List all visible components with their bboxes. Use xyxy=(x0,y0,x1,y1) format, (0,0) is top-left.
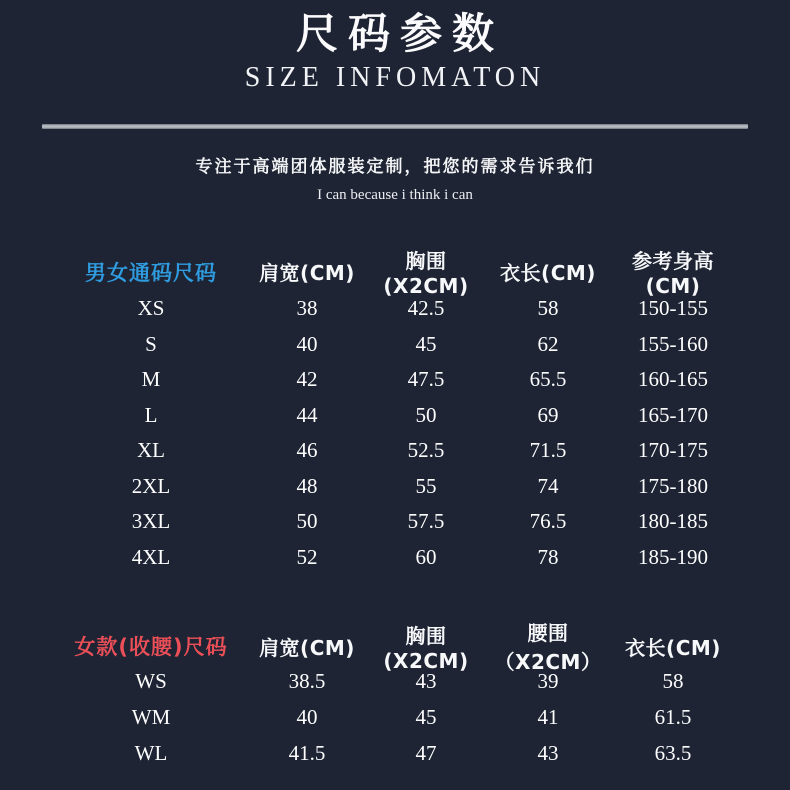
height-range-value: 165-170 xyxy=(638,402,708,427)
length-value: 61.5 xyxy=(654,704,692,729)
table-row xyxy=(53,327,737,363)
table-row xyxy=(53,540,737,576)
chest-value: 57.5 xyxy=(407,509,445,534)
col-header-shoulder: 肩宽(CM) xyxy=(259,635,355,660)
size-label: 2XL xyxy=(131,473,171,498)
chest-value: 55 xyxy=(415,473,437,498)
waist-value: 43 xyxy=(537,740,559,765)
length-value: 78 xyxy=(537,544,559,569)
size-label: WS xyxy=(135,668,167,693)
chest-value: 60 xyxy=(415,544,437,569)
height-range-value: 170-175 xyxy=(638,438,708,463)
height-range-value: 175-180 xyxy=(638,473,708,498)
unisex-size-table xyxy=(53,245,737,575)
divider-line xyxy=(42,124,748,129)
shoulder-value: 40 xyxy=(296,331,318,356)
chest-value: 52.5 xyxy=(407,438,445,463)
size-label: 3XL xyxy=(131,509,171,534)
shoulder-value: 50 xyxy=(296,509,318,534)
height-range-value: 180-185 xyxy=(638,509,708,534)
size-label: L xyxy=(144,402,158,427)
col-header-length: 衣长(CM) xyxy=(500,261,596,285)
shoulder-value: 38.5 xyxy=(288,668,326,693)
length-value: 65.5 xyxy=(529,367,567,392)
size-label: WL xyxy=(134,740,168,765)
table-row xyxy=(53,735,737,771)
size-label: M xyxy=(141,367,161,392)
chest-value: 45 xyxy=(415,331,437,356)
length-value: 74 xyxy=(537,473,559,498)
shoulder-value: 42 xyxy=(296,367,318,392)
shoulder-value: 38 xyxy=(296,296,318,321)
shoulder-value: 46 xyxy=(296,438,318,463)
waist-value: 39 xyxy=(537,668,559,693)
size-label: XS xyxy=(137,296,165,321)
slogan-text: I can because i think i can xyxy=(317,187,473,203)
table-row xyxy=(53,469,737,505)
col-header-length: 衣长(CM) xyxy=(625,635,721,660)
women-size-table xyxy=(53,617,737,771)
length-value: 63.5 xyxy=(654,740,692,765)
height-range-value: 155-160 xyxy=(638,331,708,356)
col-header-chest: 胸围(X2CM) xyxy=(383,623,469,673)
chest-value: 50 xyxy=(415,402,437,427)
col-header-waist: 腰围（X2CM） xyxy=(494,621,602,674)
table-row xyxy=(53,504,737,540)
waist-value: 41 xyxy=(537,704,559,729)
tagline-text: 专注于高端团体服装定制，把您的需求告诉我们 xyxy=(195,157,595,177)
table-row xyxy=(53,663,737,699)
length-value: 71.5 xyxy=(529,438,567,463)
table-row xyxy=(53,291,737,327)
chest-value: 43 xyxy=(415,668,437,693)
height-range-value: 160-165 xyxy=(638,367,708,392)
size-label: WM xyxy=(131,704,171,729)
col-header-shoulder: 肩宽(CM) xyxy=(259,261,355,285)
size-label: 4XL xyxy=(131,544,171,569)
length-value: 58 xyxy=(662,668,684,693)
height-range-value: 150-155 xyxy=(638,296,708,321)
shoulder-value: 41.5 xyxy=(288,740,326,765)
table-row xyxy=(53,398,737,434)
unisex-table-label: 男女通码尺码 xyxy=(85,260,217,285)
table-row xyxy=(53,362,737,398)
table-row xyxy=(53,433,737,469)
height-range-value: 185-190 xyxy=(638,544,708,569)
shoulder-value: 44 xyxy=(296,402,318,427)
table-row xyxy=(53,699,737,735)
chest-value: 47.5 xyxy=(407,367,445,392)
page-title-en: SIZE INFOMATON xyxy=(244,62,546,93)
shoulder-value: 48 xyxy=(296,473,318,498)
chest-value: 42.5 xyxy=(407,296,445,321)
shoulder-value: 52 xyxy=(296,544,318,569)
page-title-cn: 尺码参数 xyxy=(295,9,504,58)
length-value: 76.5 xyxy=(529,509,567,534)
shoulder-value: 40 xyxy=(296,704,318,729)
chest-value: 45 xyxy=(415,704,437,729)
women-table-label: 女款(收腰)尺码 xyxy=(74,635,228,659)
length-value: 58 xyxy=(537,296,559,321)
col-header-chest: 胸围(X2CM) xyxy=(383,249,469,298)
size-label: XL xyxy=(137,438,165,463)
length-value: 62 xyxy=(537,331,559,356)
women-table-header-row xyxy=(53,617,737,674)
unisex-table-header-row xyxy=(53,245,737,298)
chest-value: 47 xyxy=(415,740,437,765)
size-label: S xyxy=(145,331,157,356)
length-value: 69 xyxy=(537,402,559,427)
col-header-height-range: 参考身高(CM) xyxy=(632,249,714,298)
